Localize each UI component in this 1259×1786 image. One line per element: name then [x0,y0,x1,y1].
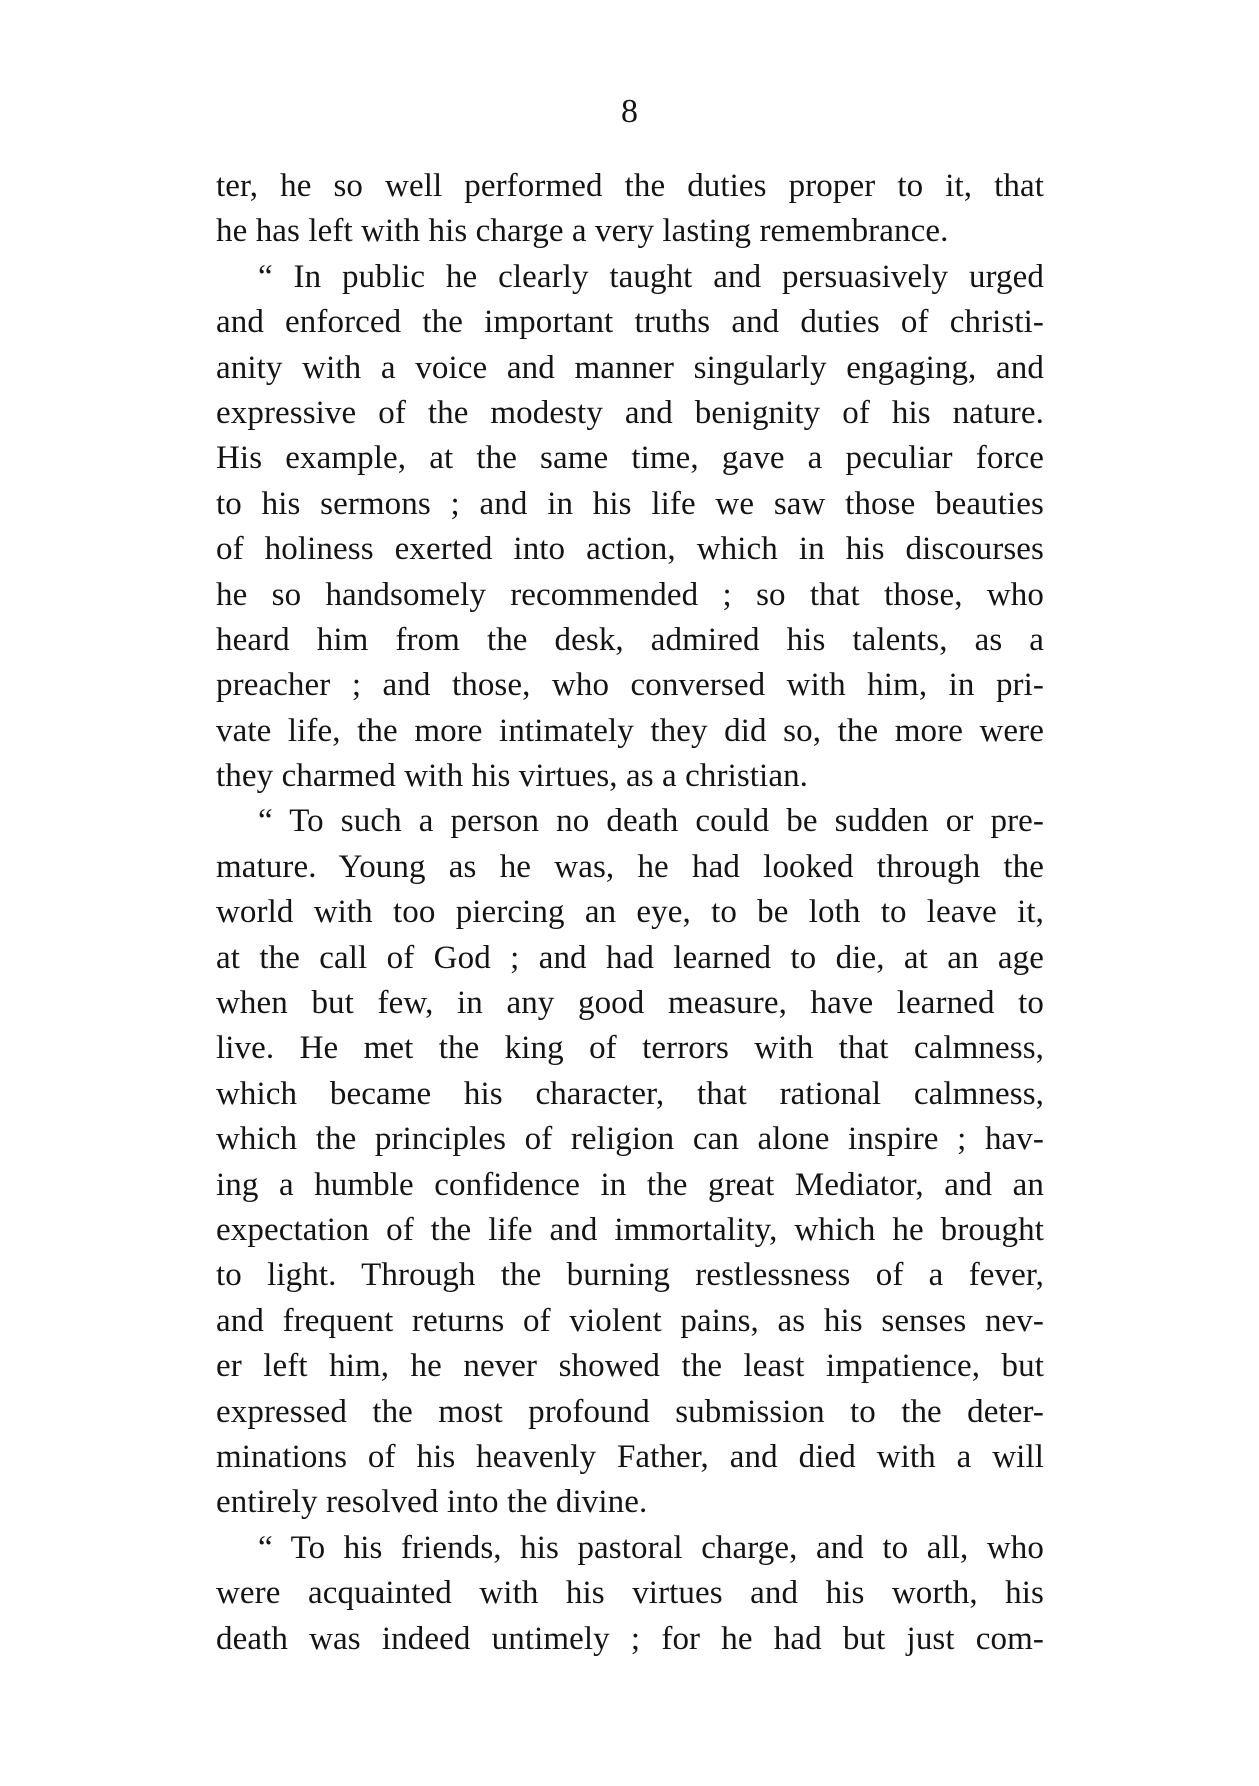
text-line: vate life, the more intimately they did so, the more were [216,712,1044,749]
text-line: to light. Through the burning restlessness of a fever, [216,1257,1044,1294]
text-line: at the call of God ; and had learned to die, at an age [216,939,1044,976]
page-number: 8 [621,93,638,130]
text-line: he has left with his charge a very lasting remembrance. [216,213,949,250]
text-line: ing a humble confidence in the great Mediator, and an [216,1166,1044,1203]
text-line: ter, he so well performed the duties proper to it, that [216,168,1044,204]
text-line: they charmed with his virtues, as a christian. [216,758,809,795]
text-line: heard him from the desk, admired his talents, as a [216,621,1044,658]
text-line: world with too piercing an eye, to be loth to leave it, [216,894,1044,931]
text-line: minations of his heavenly Father, and died with a will [216,1438,1044,1475]
text-line: and frequent returns of violent pains, as his senses nev- [216,1302,1044,1339]
text-line: mature. Young as he was, he had looked through the [216,848,1044,885]
text-line: to his sermons ; and in his life we saw those beauties [216,485,1044,522]
text-line: which the principles of religion can alone inspire ; hav- [216,1121,1044,1158]
text-line: “ In public he clearly taught and persuasively urged [258,258,1044,295]
text-line: he so handsomely recommended ; so that those, who [216,576,1044,613]
text-line: death was indeed untimely ; for he had but just com- [216,1620,1044,1657]
text-line: entirely resolved into the divine. [216,1484,648,1521]
text-line: preacher ; and those, who conversed with him, in pri- [216,667,1044,704]
text-line: live. He met the king of terrors with that calmness, [216,1030,1044,1067]
body-text [216,164,1044,1662]
text-line: which became his character, that rational calmness, [216,1075,1044,1112]
text-line: when but few, in any good measure, have learned to [216,985,1044,1022]
text-line: expressive of the modesty and benignity of his nature. [216,394,1044,431]
text-line: anity with a voice and manner singularly engaging, and [216,349,1044,386]
text-line: expectation of the life and immortality, which he brought [216,1211,1044,1248]
text-line: expressed the most profound submission to the deter- [216,1393,1044,1430]
text-line: and enforced the important truths and duties of christi- [216,304,1044,341]
text-line: “ To his friends, his pastoral charge, and to all, who [258,1529,1044,1566]
text-line: were acquainted with his virtues and his worth, his [216,1575,1044,1612]
text-line: er left him, he never showed the least impatience, but [216,1348,1044,1385]
text-line: His example, at the same time, gave a peculiar force [216,440,1044,477]
text-line: of holiness exerted into action, which in his discourses [216,531,1044,568]
text-line: “ To such a person no death could be sudden or pre- [258,803,1044,840]
